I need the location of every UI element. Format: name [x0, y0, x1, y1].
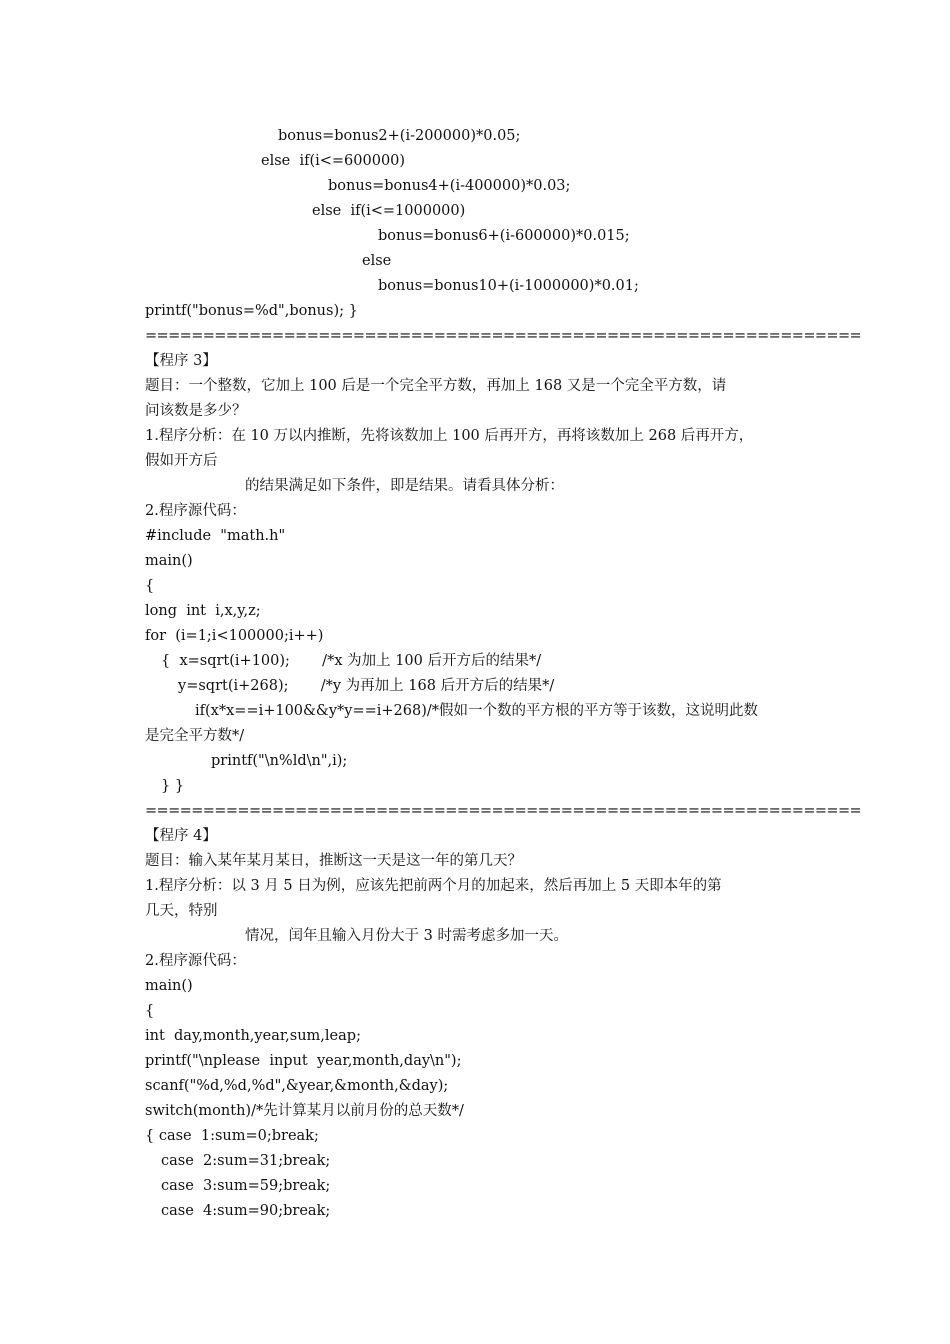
text-line: bonus=bonus10+(i-1000000)*0.01; [378, 278, 639, 294]
text-line: bonus=bonus6+(i-600000)*0.015; [378, 228, 630, 244]
text-line: case 2:sum=31;break; [161, 1153, 331, 1169]
text-line: } } [161, 778, 185, 794]
text-line: 假如开方后 [145, 453, 218, 469]
text-line: y=sqrt(i+268); /*y 为再加上 168 后开方后的结果*/ [178, 678, 555, 694]
text-line: { [145, 1003, 155, 1019]
text-line: 2.程序源代码： [145, 503, 246, 519]
text-line: main() [145, 553, 193, 569]
text-line: 【程序 3】 [145, 353, 217, 369]
text-line: 的结果满足如下条件，即是结果。请看具体分析： [245, 478, 564, 494]
text-line: { x=sqrt(i+100); /*x 为加上 100 后开方后的结果*/ [161, 653, 542, 669]
text-line: else if(i<=1000000) [312, 203, 466, 219]
separator-line: ============================================================== [145, 328, 862, 344]
text-line: #include "math.h" [145, 528, 286, 544]
text-line: long int i,x,y,z; [145, 603, 261, 619]
text-line: 是完全平方数*/ [145, 728, 245, 744]
text-line: case 4:sum=90;break; [161, 1203, 331, 1219]
text-line: for (i=1;i<100000;i++) [145, 628, 324, 644]
text-line: bonus=bonus2+(i-200000)*0.05; [278, 128, 521, 144]
text-line: { case 1:sum=0;break; [145, 1128, 319, 1144]
text-line: 1.程序分析：在 10 万以内推断，先将该数加上 100 后再开方，再将该数加上 268 后再开方， [145, 428, 754, 444]
text-line: scanf("%d,%d,%d",&year,&month,&day); [145, 1078, 449, 1094]
text-line: bonus=bonus4+(i-400000)*0.03; [328, 178, 571, 194]
text-line: 情况，闰年且输入月份大于 3 时需考虑多加一天。 [245, 928, 568, 944]
text-line: main() [145, 978, 193, 994]
text-line: else if(i<=600000) [261, 153, 406, 169]
document-page [0, 124, 950, 1224]
text-line: int day,month,year,sum,leap; [145, 1028, 361, 1044]
separator-line: ============================================================== [145, 803, 862, 819]
text-line: printf("bonus=%d",bonus); } [145, 303, 358, 319]
text-line: 题目：一个整数，它加上 100 后是一个完全平方数，再加上 168 又是一个完全平方数，请 [145, 378, 727, 394]
text-line: 2.程序源代码： [145, 953, 246, 969]
text-line: else [362, 253, 392, 269]
text-line: 【程序 4】 [145, 828, 217, 844]
text-line: switch(month)/*先计算某月以前月份的总天数*/ [145, 1103, 464, 1119]
text-line: 题目：输入某年某月某日，推断这一天是这一年的第几天？ [145, 853, 522, 869]
text-line: { [145, 578, 155, 594]
text-line: case 3:sum=59;break; [161, 1178, 331, 1194]
text-line: 问该数是多少？ [145, 403, 247, 419]
text-line: printf("\nplease input year,month,day\n"); [145, 1053, 462, 1069]
text-line: if(x*x==i+100&&y*y==i+268)/*假如一个数的平方根的平方等于该数，这说明此数 [195, 703, 759, 719]
text-line: printf("\n%ld\n",i); [211, 753, 348, 769]
text-line: 1.程序分析：以 3 月 5 日为例，应该先把前两个月的加起来，然后再加上 5 天即本年的第 [145, 878, 722, 894]
text-line: 几天，特别 [145, 903, 218, 919]
